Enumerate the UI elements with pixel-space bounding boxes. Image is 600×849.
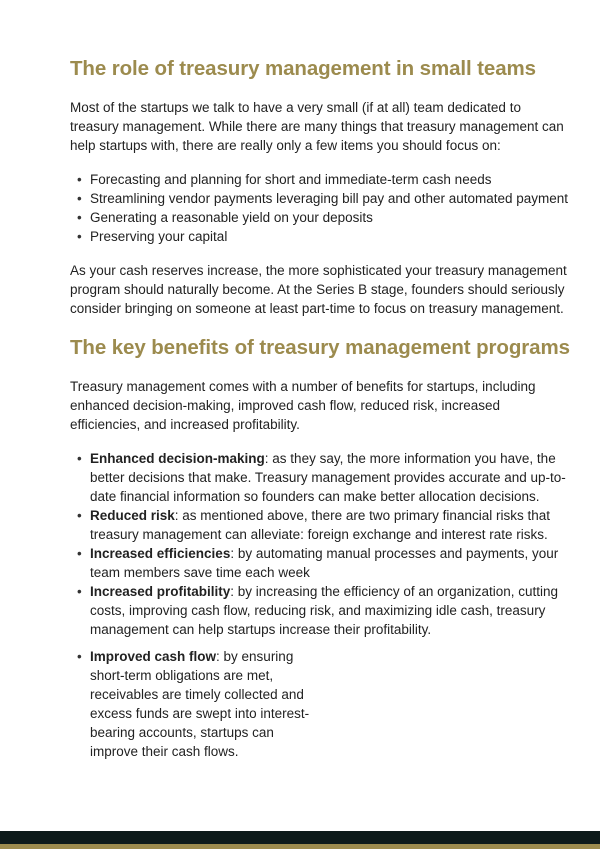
benefit-text: : by automating manual processes and payments, your team members save time each week <box>90 546 559 580</box>
benefit-item-cash-flow <box>70 647 318 761</box>
list-item: • Preserving your capital <box>70 227 570 246</box>
section-intro-paragraph: Most of the startups we talk to have a very small (if at all) team dedicated to treasury management. While there are many things that treasury management can help startups with, there are really only a few items you should focus on: <box>70 100 564 153</box>
list-item: • Generating a reasonable yield on your deposits <box>70 208 570 227</box>
benefit-item-efficiencies <box>70 544 570 582</box>
benefit-item-profitability <box>70 582 570 639</box>
page-content <box>70 55 570 761</box>
benefits-list <box>70 449 570 761</box>
benefit-text: : by ensuring short-term obligations are met, receivables are timely collected and excess funds are swept into interest-bearing accounts, startups can improve their cash flows. <box>90 649 310 759</box>
list-item: • Forecasting and planning for short and immediate-term cash needs <box>70 170 570 189</box>
benefit-item-reduced-risk <box>70 506 570 544</box>
benefit-term: Improved cash flow <box>90 649 217 664</box>
benefit-text: : as mentioned above, there are two primary financial risks that treasury management can alleviate: foreign exchange and interest rate risks. <box>90 508 550 542</box>
benefit-term: Increased efficiencies <box>90 546 231 561</box>
section-heading-treasury-role: The role of treasury management in small teams <box>70 57 536 80</box>
footer-accent-stripe <box>0 844 600 849</box>
benefit-term: Enhanced decision-making <box>90 451 265 466</box>
benefit-term: Reduced risk <box>90 508 175 523</box>
section-heading-key-benefits: The key benefits of treasury management programs <box>70 336 570 359</box>
benefits-intro-paragraph: Treasury management comes with a number of benefits for startups, including enhanced decision-making, improved cash flow, reduced risk, increased efficiencies, and increased profitability. <box>70 379 536 432</box>
benefit-text: : by increasing the efficiency of an organization, cutting costs, improving cash flow, reducing risk, and maximizing idle cash, treasury management can help startups increase their profitability. <box>90 584 558 637</box>
benefit-item-decision-making <box>70 449 570 506</box>
focus-items-list <box>70 170 570 246</box>
section-outro-paragraph: As your cash reserves increase, the more sophisticated your treasury management program should naturally become. At the Series B stage, founders should seriously consider bringing on someone at least part-time to focus on treasury management. <box>70 263 567 316</box>
benefit-text: : as they say, the more information you have, the better decisions that make. Treasury management provides accurate and up-to-date financial information so founders can make better allocation decisions. <box>90 451 566 504</box>
list-item: • Streamlining vendor payments leveraging bill pay and other automated payment <box>70 189 570 208</box>
benefit-term: Increased profitability <box>90 584 231 599</box>
